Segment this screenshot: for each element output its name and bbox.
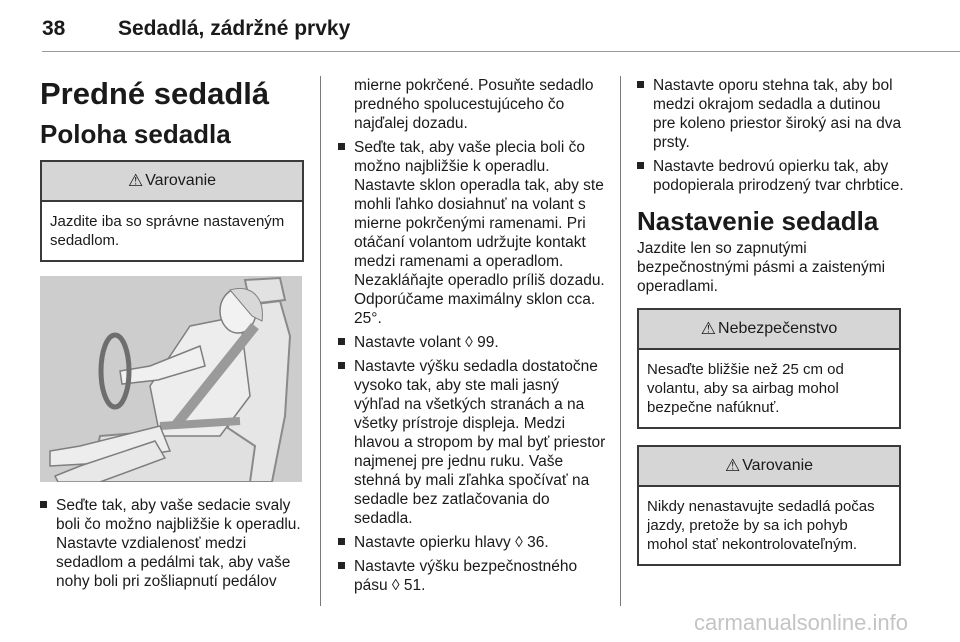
bullet-square — [637, 81, 644, 88]
list-item-text: Nastavte volant ◊ 99. — [354, 334, 499, 351]
bullet-square — [338, 143, 345, 150]
list-item-text: Nastavte výšku sedadla dostatočne vysoko tak, aby ste mali jasný výhľad na všetkých stranách a na všetky prístroje displeja. Medzi hlavou a stropom by mal byť priestor najmenej pre jednu ruku. Vaše stehná by mali zľahka spočívať na sedadle bez zatlačovania do sedadla. — [354, 358, 606, 527]
list-item-text: Nastavte oporu stehna tak, aby bol medzi okrajom sedadla a dutinou pre koleno priestor široký asi na dva prsty. — [653, 77, 902, 151]
page-number: 38 — [42, 17, 66, 40]
warning-icon: ⚠ — [127, 171, 144, 190]
danger-title: Nebezpečenstvo — [718, 320, 838, 337]
instructions-list-col2 — [338, 138, 606, 595]
warning-text: Nikdy nenastavujte sedadlá počas jazdy, pretože by sa ich pohyb mohol stať nekontrolovateľným. — [647, 498, 875, 553]
warning-box-2 — [637, 445, 901, 566]
warning-icon: ⚠ — [700, 319, 717, 338]
list-item — [338, 138, 606, 328]
section-intro-text: Jazdite len so zapnutými bezpečnostnými pásmi a zaistenými operadlami. — [637, 240, 886, 295]
column-divider-1 — [320, 76, 321, 606]
warning-text: Jazdite iba so správne nastaveným sedadlom. — [50, 213, 285, 249]
list-item — [338, 333, 606, 352]
warning-title: Varovanie — [145, 172, 217, 189]
bullet-square — [637, 162, 644, 169]
instructions-list-col3 — [637, 76, 905, 195]
bullet-square — [338, 338, 345, 345]
list-item — [338, 557, 606, 595]
section-title-seat-position: Poloha sedadla — [40, 119, 231, 149]
danger-box-header — [639, 310, 899, 350]
header-rule — [42, 51, 960, 52]
chapter-title: Sedadlá, zádržné prvky — [118, 17, 351, 40]
warning-box-header — [42, 162, 302, 202]
warning-box-header — [639, 447, 899, 487]
column-divider-2 — [620, 76, 621, 606]
list-item — [637, 76, 905, 152]
seat-position-illustration — [40, 276, 302, 482]
bullet-square — [338, 538, 345, 545]
watermark: carmanualsonline.info — [693, 610, 908, 635]
bullet-square — [40, 501, 47, 508]
bullet-square — [338, 362, 345, 369]
list-item — [338, 357, 606, 528]
list-item — [637, 157, 905, 195]
column-3 — [637, 76, 905, 566]
danger-text: Nesaďte bližšie než 25 cm od volantu, aby sa airbag mohol bezpečne nafúknuť. — [647, 361, 844, 416]
page-header — [42, 17, 922, 47]
list-item-text: Nastavte výšku bezpečnostného pásu ◊ 51. — [354, 558, 578, 594]
column-2 — [338, 76, 606, 600]
column-1 — [40, 76, 302, 596]
warning-box — [40, 160, 304, 262]
list-item — [40, 496, 302, 591]
list-item-text: Nastavte bedrovú opierku tak, aby podopierala prirodzený tvar chrbtice. — [653, 158, 904, 194]
danger-box — [637, 308, 901, 429]
warning-title: Varovanie — [742, 457, 814, 474]
list-item-text: Nastavte opierku hlavy ◊ 36. — [354, 534, 549, 551]
driver-seat-illustration — [40, 276, 302, 482]
list-item-text: Seďte tak, aby vaše plecia boli čo možno najbližšie k operadlu. Nastavte sklon operadla tak, aby ste mohli ľahko dosiahnuť na volant s mierne pokrčenými ramenami. Pri otáčaní volantom udržujte kontakt medzi ramenami a operadlom. Nezakláňajte operadlo príliš dozadu. Odporúčame maximálny sklon cca. 25°. — [354, 139, 605, 327]
page-title: Predné sedadlá — [40, 76, 270, 111]
list-item-text: Seďte tak, aby vaše sedacie svaly boli čo možno najbližšie k operadlu. Nastavte vzdialenosť medzi sedadlom a pedálmi tak, aby vaše nohy boli pri zošliapnutí pedálov — [56, 497, 301, 590]
continued-text: mierne pokrčené. Posuňte sedadlo predného spolucestujúceho čo najďalej dozadu. — [354, 77, 594, 132]
instructions-list-col1 — [40, 496, 302, 591]
warning-icon: ⚠ — [724, 456, 741, 475]
section-title-seat-adjustment: Nastavenie sedadla — [637, 206, 879, 236]
bullet-square — [338, 562, 345, 569]
list-item — [338, 533, 606, 552]
